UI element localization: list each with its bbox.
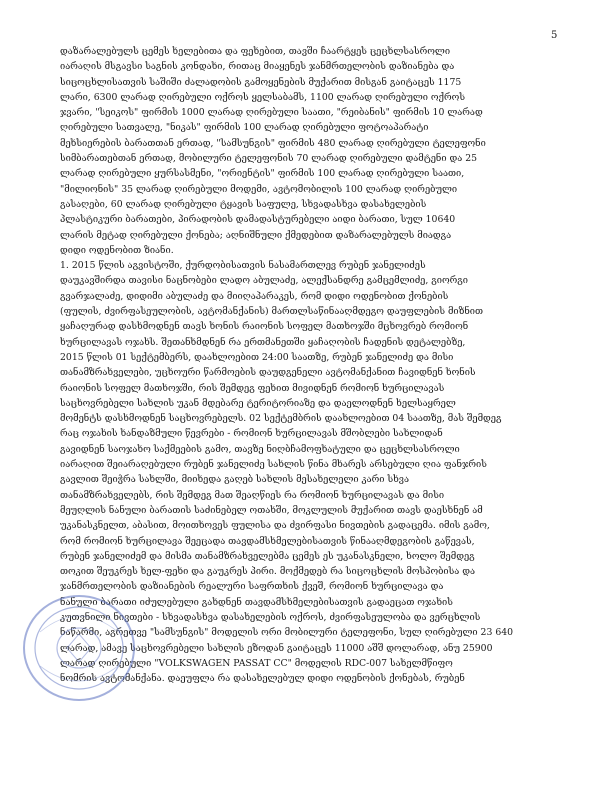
text-line: ლარად ღირებული "VOLKSWAGEN PASSAT CC" მოდელის RDC-007 სახელმწიფო	[60, 657, 453, 669]
text-line: ჯანმრთელობის დაზიანების რეალური საფრთხის ქვეშ, რომიონ ხურცილავა და	[60, 581, 444, 593]
page-number: 5	[551, 30, 558, 41]
text-line: ლარის მეტად ღირებული ქონება; აღნიშნული ქმედებით დაზარალებულს მიადგა	[60, 229, 452, 241]
text-line: 1. 2015 წლის აგვისტოში, ქურდობისათვის ნასამართლევ რუბენ ჯანელიძეს	[60, 260, 426, 272]
text-line: ლარად, ამავე საცხოვრებელი სახლის ეზოდან გაიტაცეს 11000 აშშ დოლარად, ანუ 25900	[60, 642, 493, 654]
text-line: იარაღით შეიარაღებული რუბენ ჯანელიძე სახლის წინა მხარეს არსებული ღია ფანჯრის	[60, 459, 487, 471]
text-line: დაუკავშირდა თავისი ნაცნობები ლადო აბულაძე, ალექსანდრე გამცემლიძე, გიორგი	[60, 275, 468, 287]
text-line: მომენტს დასხმოდნენ საცხოვრებელს. 02 სექტემბრის დაახლოებით 04 საათზე, მას შემდეგ	[60, 413, 502, 425]
text-line: სიმბარათებთან ერთად, მობილური ტელეფონის 70 ლარად ღირებული დამტენი და 25	[60, 153, 478, 165]
text-line: პლასტიკური ბარათები, პირადობის დამადასტურებელი აიდი ბარათი, სულ 10640	[60, 214, 456, 226]
text-line: სიცოცხლისათვის საშიში ძალადობის გამოყენების მუქარით მისგან გაიტაცეს 1175	[60, 76, 462, 88]
text-line: დიდი ოდენობით ზიანი.	[60, 244, 174, 256]
text-line: ლარი, 6300 ლარად ღირებული ოქროს ყელსაბამს, 1100 ლარად ღირებული ოქროს	[60, 91, 465, 103]
text-line: ჯვარი, "სეიკოს" ფირმის 1000 ლარად ღირებული საათი, "რეიბანის" ფირმის 10 ლარად	[60, 107, 483, 119]
text-line: კუთვნილი ნივთები - სხვადასხვა დასახელების ოქროს, ძვირფასეულობა და ვერცხლის	[60, 611, 481, 623]
text-line: "მილიონის" 35 ლარად ღირებული მოდემი, ავტომობილის 100 ლარად ღირებული	[60, 183, 458, 195]
text-line: რუბენ ჯანელიძემ და მისმა თანამზრახველებმა ცემეს ეს უკანასკნელი, ხოლო შემდეგ	[60, 550, 475, 562]
text-line: თანამზრახველებს, რის შემდეგ მათ შეაღწიეს რა რომიონ ხურცილავას და მისი	[60, 489, 445, 501]
text-line: (ფულის, ძვირფასეულობის, ავტომანქანის) მართლსაწინააღმდეგო დაუფლების მიზნით	[60, 306, 483, 318]
text-line: თანამზრახველები, უცხოური წარმოების დაუდგენელი ავტომანქანით ჩავიდნენ ხონის	[60, 367, 476, 379]
text-line: იარაღის მსგავსი საგნის კონდახი, რითაც მიაყენეს ჯანმრთელობის დაზიანება და	[60, 61, 455, 73]
text-line: ხურცილავას ოჯახს. შეთანხმდნენ რა ერთმანეთში ყაჩაღობის ჩადენის დეტალებზე,	[60, 336, 466, 348]
text-line: ნაწარმი, აგრეთვე "სამსუნგის" მოდელის ორი მობილური ტელეფონი, სულ ღირებული 23 640	[60, 627, 514, 639]
text-line: 2015 წლის 01 სექტემბერს, დაახლოებით 24:00 საათზე, რუბენ ჯანელიძე და მისი	[60, 351, 454, 363]
text-line: მეუღლის ნანული ბარათის საძინებელ ოთახში, მოკლულის მუქარით თავს დაესხნენ ამ	[60, 504, 483, 516]
text-line: ყაჩაღურად დასხმოდნენ თავს ხონის რაიონის სოფელ მათხოჯში მცხოვრებ რომიონ	[60, 321, 469, 333]
page-body	[60, 44, 562, 686]
text-line: რაც ოჯახის ხანდაზმული წევრები - რომიონ ხურცილავას მშობლები სახლიდან	[60, 428, 443, 440]
text-line: ნანული ბარათი იძულებული გახდნენ თავდამსხმელებისათვის გადაეცათ ოჯახის	[60, 596, 453, 608]
text-line: უკანასკნელთ, აბასით, მოითხოვეს ფულისა და ძვირფასი ნივთების გადაცემა. იმის გამო,	[60, 520, 490, 532]
text-line: ლარად ღირებული ყურსასმენი, "ორიენტის" ფირმის 100 ლარად ღირებული საათი,	[60, 168, 465, 180]
text-line: გვარჯალაძე, დიდიმი აბულაძე და მიიღაპარაკეს, რომ დიდი ოდენობით ქონების	[60, 290, 449, 302]
text-line: გავიდნენ საოჯახო საქმეების გამო, თავზე ნიღბჩამოფხატული და ცეცხლსასროლი	[60, 443, 460, 455]
text-line: რომ რომიონ ხურცილავა შეეცადა თავდამსხმელებისათვის წინააღმდეგობის გაწევას,	[60, 535, 475, 547]
text-line: ღირებული სათვალე, "ნიკას" ფირმის 100 ლარად ღირებული ფოტოაპარატი	[60, 122, 429, 134]
text-line: გასაღები, 60 ლარად ღირებული ტყავის საფულე, სხვადასხვა დასახელების	[60, 198, 427, 210]
text-line: მეხსიერების ბარათთან ერთად, "სამსუნგის" ფირმის 480 ლარად ღირებული ტელეფონი	[60, 137, 486, 149]
text-line: თოკით შეუკრეს ხელ-ფეხი და გაუკრეს პირი. მოქმედებ რა სიცოცხლის მოსპობისა და	[60, 566, 476, 578]
text-line: რაიონის სოფელ მათხოჯში, რის შემდეგ ფეხით მივიდნენ რომიონ ხურცილავას	[60, 382, 445, 394]
text-line: საცხოვრებელი სახლის უკან მდებარე ტერიტორიაზე და დაელოდნენ ხელსაყრელ	[60, 397, 456, 409]
text-line: ნომრის ავტომანქანა. დაეუფლა რა დასახელებულ დიდი ოდენობის ქონებას, რუბენ	[60, 673, 465, 685]
text-line: დაზარალებულს ცემეს ხელებითა და ფეხებით, თავში ჩაარტყეს ცეცხლსასროლი	[60, 46, 451, 57]
text-line: გავლით შეიჭრა სახლში, მიიხედა გაღებ სახლის მესახელელი კარი სხვა	[60, 474, 409, 486]
